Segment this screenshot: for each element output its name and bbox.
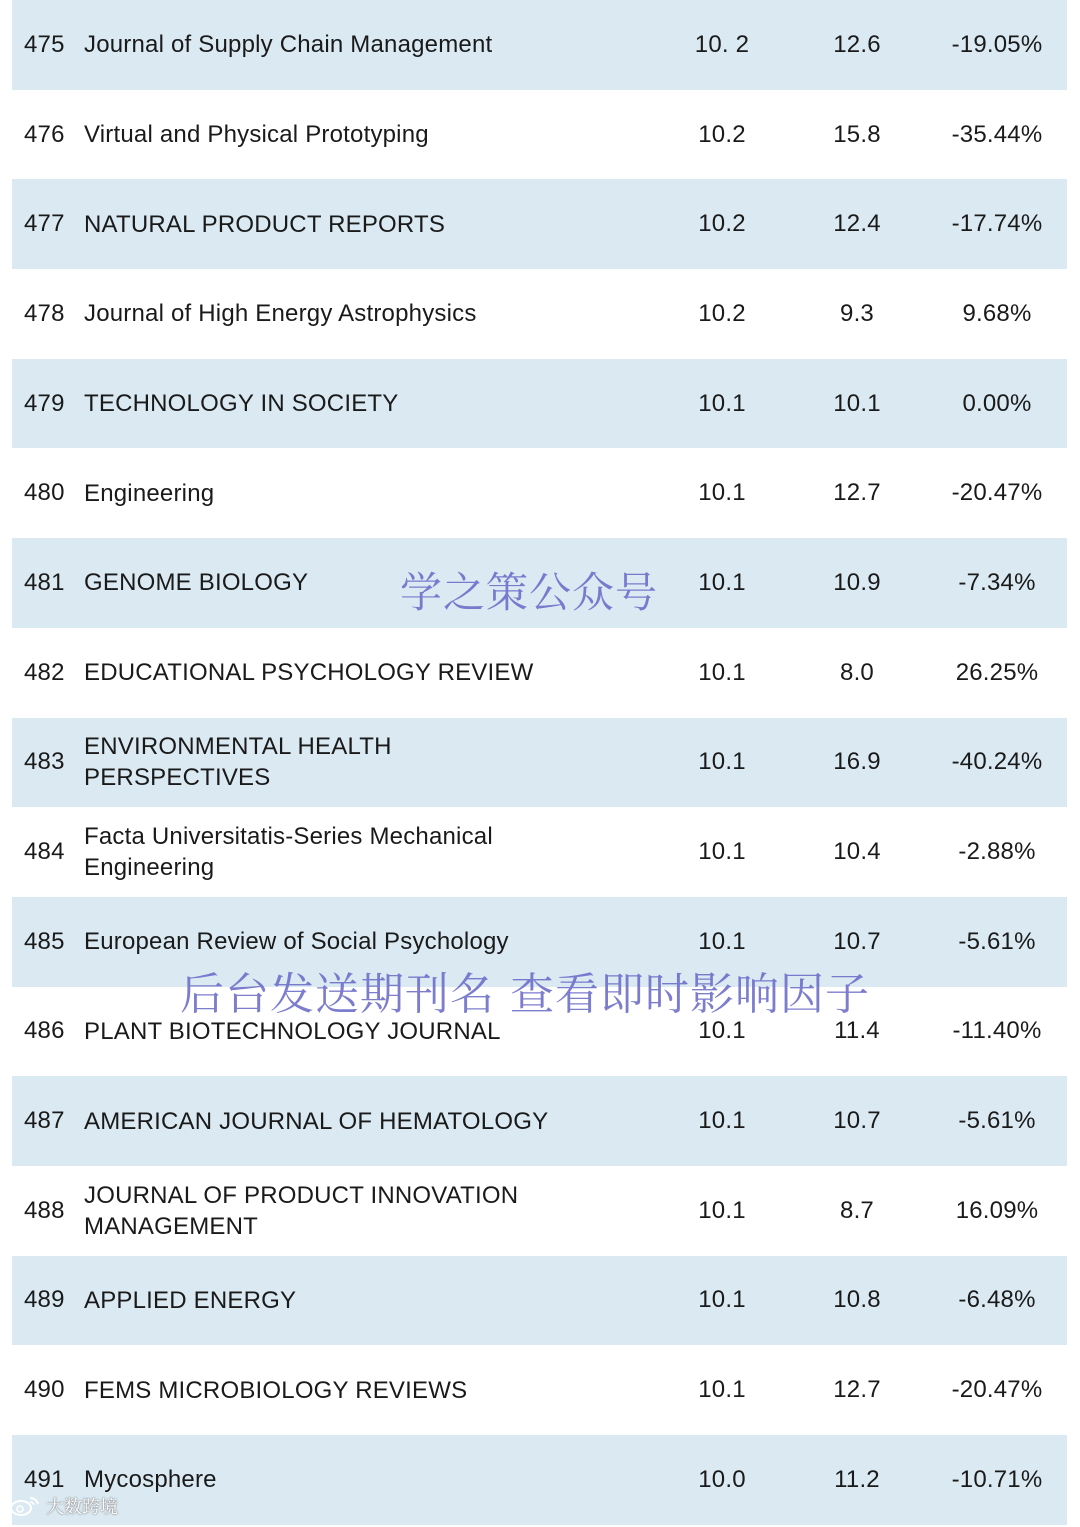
impact-factor-cell: 10.0 [698, 1465, 746, 1493]
rank-cell: 489 [24, 1286, 65, 1314]
impact-factor-cell: 10.1 [698, 1107, 746, 1135]
table-row [12, 1076, 1067, 1166]
rank-cell: 476 [24, 120, 65, 148]
impact-factor-cell: 10.2 [698, 210, 746, 238]
journal-name-cell: Virtual and Physical Prototyping [84, 121, 429, 149]
journal-name-cell: Engineering [84, 479, 215, 507]
impact-factor-cell: 10.1 [698, 748, 746, 776]
journal-name-cell: ENVIRONMENTAL HEALTH PERSPECTIVES [84, 733, 392, 792]
change-percent-cell: 9.68% [962, 299, 1032, 327]
table-row [12, 628, 1067, 718]
journal-name-cell: TECHNOLOGY IN SOCIETY [84, 390, 399, 418]
impact-factor-cell: 10.1 [698, 1017, 746, 1045]
watermark-account-name: 学之策公众号 [400, 568, 659, 617]
change-percent-cell: -5.61% [958, 1107, 1036, 1135]
previous-value-cell: 12.7 [833, 1376, 881, 1404]
table-row [12, 90, 1067, 180]
change-percent-cell: -5.61% [958, 927, 1036, 955]
rank-cell: 479 [24, 389, 65, 417]
previous-value-cell: 10.8 [833, 1286, 881, 1314]
change-percent-cell: -7.34% [958, 568, 1036, 596]
change-percent-cell: -20.47% [951, 1376, 1043, 1404]
watermark-corner [8, 1493, 118, 1519]
change-percent-cell: -2.88% [958, 838, 1036, 866]
rank-cell: 490 [24, 1376, 65, 1404]
previous-value-cell: 8.0 [840, 658, 874, 686]
previous-value-cell: 16.9 [833, 748, 881, 776]
journal-name-cell: APPLIED ENERGY [84, 1286, 297, 1314]
table-row [12, 1256, 1067, 1346]
table-row [12, 1435, 1067, 1525]
watermark-instruction: 后台发送期刊名 查看即时影响因子 [180, 969, 870, 1020]
impact-factor-cell: 10.1 [698, 1196, 746, 1224]
impact-factor-cell: 10. 2 [694, 30, 750, 58]
rank-cell: 491 [24, 1465, 65, 1493]
table-row [12, 1345, 1067, 1435]
rank-cell: 488 [24, 1196, 65, 1224]
previous-value-cell: 8.7 [840, 1196, 874, 1224]
previous-value-cell: 10.7 [833, 927, 881, 955]
change-percent-cell: -6.48% [958, 1286, 1036, 1314]
table-row [12, 807, 1067, 897]
rank-cell: 482 [24, 658, 65, 686]
journal-ranking-table [12, 0, 1067, 1525]
journal-name-cell: PLANT BIOTECHNOLOGY JOURNAL [84, 1017, 501, 1045]
previous-value-cell: 11.4 [834, 1017, 880, 1045]
previous-value-cell: 12.7 [833, 479, 881, 507]
rank-cell: 478 [24, 299, 65, 327]
change-percent-cell: 16.09% [955, 1196, 1039, 1224]
impact-factor-cell: 10.2 [698, 120, 746, 148]
watermark-corner-label: 大数跨境 [46, 1497, 118, 1518]
change-percent-cell: 26.25% [955, 658, 1039, 686]
previous-value-cell: 9.3 [840, 299, 874, 327]
impact-factor-cell: 10.1 [698, 927, 746, 955]
impact-factor-cell: 10.1 [698, 479, 746, 507]
journal-name-cell: JOURNAL OF PRODUCT INNOVATION MANAGEMENT [84, 1181, 519, 1240]
journal-name-cell: NATURAL PRODUCT REPORTS [84, 210, 446, 238]
journal-name-cell: European Review of Social Psychology [84, 928, 509, 956]
journal-name-cell: Facta Universitatis-Series Mechanical Engineering [84, 823, 493, 882]
previous-value-cell: 10.9 [833, 568, 881, 596]
change-percent-cell: -19.05% [951, 30, 1043, 58]
previous-value-cell: 10.1 [833, 389, 881, 417]
journal-name-cell: Mycosphere [84, 1466, 217, 1494]
rank-cell: 477 [24, 210, 65, 238]
impact-factor-cell: 10.1 [698, 1376, 746, 1404]
rank-cell: 483 [24, 748, 65, 776]
journal-name-cell: AMERICAN JOURNAL OF HEMATOLOGY [84, 1107, 549, 1135]
table-row [12, 269, 1067, 359]
impact-factor-cell: 10.1 [698, 1286, 746, 1314]
change-percent-cell: -10.71% [951, 1465, 1043, 1493]
table-row [12, 0, 1067, 90]
rank-cell: 475 [24, 30, 65, 58]
table-row [12, 359, 1067, 449]
impact-factor-cell: 10.1 [698, 838, 746, 866]
change-percent-cell: -35.44% [951, 120, 1043, 148]
previous-value-cell: 10.4 [833, 838, 881, 866]
change-percent-cell: 0.00% [962, 389, 1032, 417]
weibo-logo-icon [8, 1494, 42, 1518]
rank-cell: 484 [24, 838, 65, 866]
rank-cell: 486 [24, 1017, 65, 1045]
previous-value-cell: 12.6 [833, 30, 881, 58]
rank-cell: 480 [24, 479, 65, 507]
previous-value-cell: 11.2 [834, 1465, 880, 1493]
change-percent-cell: -17.74% [951, 210, 1043, 238]
impact-factor-cell: 10.1 [698, 568, 746, 596]
journal-name-cell: Journal of Supply Chain Management [84, 31, 493, 59]
rank-cell: 487 [24, 1107, 65, 1135]
impact-factor-cell: 10.1 [698, 389, 746, 417]
table-row [12, 1166, 1067, 1256]
change-percent-cell: -11.40% [952, 1017, 1042, 1045]
rank-cell: 481 [24, 568, 65, 596]
table-row [12, 448, 1067, 538]
previous-value-cell: 10.7 [833, 1107, 881, 1135]
table-row [12, 718, 1067, 808]
previous-value-cell: 15.8 [833, 120, 881, 148]
impact-factor-cell: 10.1 [698, 658, 746, 686]
rank-cell: 485 [24, 927, 65, 955]
journal-name-cell: Journal of High Energy Astrophysics [84, 300, 477, 328]
previous-value-cell: 12.4 [833, 210, 881, 238]
table-row [12, 179, 1067, 269]
journal-name-cell: FEMS MICROBIOLOGY REVIEWS [84, 1376, 468, 1404]
journal-name-cell: EDUCATIONAL PSYCHOLOGY REVIEW [84, 659, 534, 687]
change-percent-cell: -20.47% [951, 479, 1043, 507]
change-percent-cell: -40.24% [951, 748, 1043, 776]
impact-factor-cell: 10.2 [698, 299, 746, 327]
journal-name-cell: GENOME BIOLOGY [84, 569, 309, 597]
